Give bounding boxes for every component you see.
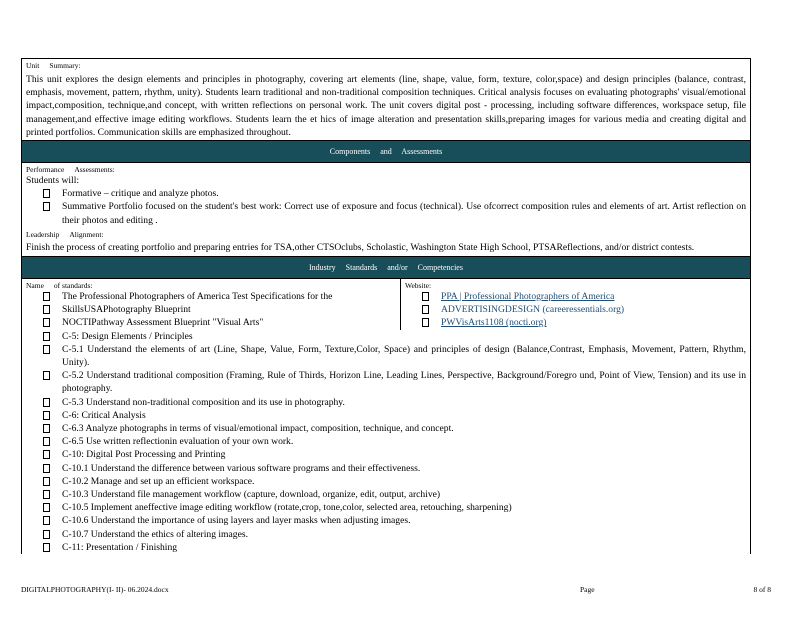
components-header: Components and Assessments [22, 140, 750, 163]
performance-label-a: Performance [26, 165, 65, 175]
bullet-box-icon [43, 187, 50, 200]
standards-websites-column [401, 279, 750, 330]
website-item [401, 316, 750, 329]
bullet-box-icon [43, 528, 50, 541]
performance-item [22, 200, 750, 226]
competency-text: C-10.3 Understand file management workflow (capture, download, organize, edit, output, archive) [62, 489, 441, 501]
bullet-box-icon [43, 303, 50, 316]
competency-item [22, 448, 750, 461]
leadership-label [22, 227, 750, 239]
bullet-box-icon [43, 316, 50, 329]
advertising-design-website-link[interactable]: ADVERTISINGDESIGN (careeressentials.org) [441, 304, 625, 316]
performance-label [22, 163, 750, 174]
competency-item [22, 343, 750, 369]
competency-item [22, 475, 750, 488]
competency-item [22, 514, 750, 527]
unit-summary-label-a: Unit [26, 61, 40, 70]
competency-text: C-5.1 Understand the elements of art (Line, Shape, Value, Form, Texture,Color, Space) and principles of design (Balance,Contrast, Emphasis, Movement, Pattern, Rhythm, Unity). [62, 343, 746, 369]
competency-item [22, 330, 750, 343]
competency-text: C-11: Presentation / Finishing [62, 541, 178, 553]
competency-item [22, 422, 750, 435]
bullet-box-icon [43, 290, 50, 303]
footer-page-number: 8 of 8 [753, 585, 771, 594]
bullet-box-icon [43, 488, 50, 501]
name-label-a: Name [26, 281, 44, 291]
competency-text: C-5.2 Understand traditional composition (Framing, Rule of Thirds, Horizon Line, Leading Lines, Perspective, Background/Foregro und, Point of View, Tension) and its use in photography. [62, 370, 746, 395]
competency-text: C-10: Digital Post Processing and Printing [62, 449, 226, 461]
competency-text: C-5: Design Elements / Principles [62, 330, 193, 342]
bullet-box-icon [43, 462, 50, 475]
performance-item-text: Summative Portfolio focused on the student's best work: Correct use of exposure and focus (technical). Use ofcorrect composition rules and elements of art. Artist reflection on their photos and editing . [62, 201, 746, 226]
standard-name-text: The Professional Photographers of America Test Specifications for the [62, 291, 333, 303]
bullet-box-icon [43, 448, 50, 461]
bullet-box-icon [43, 541, 50, 554]
competency-text: C-10.2 Manage and set up an efficient workspace. [62, 475, 255, 487]
standards-header: Industry Standards and/or Competencies [22, 256, 750, 279]
competency-text: C-10.6 Understand the importance of using layers and layer masks when adjusting images. [62, 515, 411, 527]
bullet-box-icon [43, 396, 50, 409]
competency-item [22, 462, 750, 475]
performance-item-text: Formative – critique and analyze photos. [62, 188, 219, 200]
website-item [401, 290, 750, 303]
nocti-website-link[interactable]: PWVisArts1108 (nocti.org) [441, 317, 547, 329]
bullet-box-icon [43, 422, 50, 435]
bullet-box-icon [43, 475, 50, 488]
unit-summary-text: This unit explores the design elements and principles in photography, covering art elements (line, shape, value, form, texture, color,space) and design principles (balance, contrast, emphasis, movement, pattern, rhythm, unity). Students learn traditional and non-traditional composition techniques. Critical analysis focuses on evaluating photographs' visual/emotional impact,composition, technique,and concept, with written reflections on personal work. The unit covers digital post - processing, including software differences, workspace setup, file management,and effective image editing workflows. Students learn the et hics of image alteration and presentation skills,preparing images for various media and creating digital and printed portfolios. Communication skills are emphasized throughout. [26, 74, 746, 138]
standards-names-column [22, 279, 401, 330]
unit-summary-label-b: Summary: [49, 61, 81, 70]
footer-filename: DIGITALPHOTOGRAPHY(I- II)- 06.2024.docx [21, 585, 169, 594]
competency-item [22, 528, 750, 541]
name-of-standards-label [22, 279, 400, 290]
standard-name-item [22, 303, 400, 316]
competency-item [22, 409, 750, 422]
bullet-box-icon [422, 316, 429, 329]
bullet-box-icon [43, 435, 50, 448]
bullet-box-icon [43, 514, 50, 527]
bullet-box-icon [422, 303, 429, 316]
competency-item [22, 541, 750, 554]
competency-text: C-6: Critical Analysis [62, 409, 146, 421]
competency-text: C-5.3 Understand non-traditional composition and its use in photography. [62, 396, 345, 408]
bullet-box-icon [43, 200, 50, 213]
competency-text: C-6.3 Analyze photographs in terms of visual/emotional impact, composition, technique, and concept. [62, 423, 454, 435]
name-label-b: of standards: [53, 281, 93, 291]
leadership-text: Finish the process of creating portfolio and preparing entries for TSA,other CTSOclubs, Scholastic, Washington State High School, PTSAReflections, and/or district contests. [26, 241, 695, 253]
standard-name-text: NOCTIPathway Assessment Blueprint "Visual Arts" [62, 317, 264, 329]
competency-text: C-10.7 Understand the ethics of altering images. [62, 528, 248, 540]
competency-text: C-10.1 Understand the difference between various software programs and their effectiveness. [62, 462, 421, 474]
competencies-list [22, 330, 750, 554]
bullet-box-icon [43, 409, 50, 422]
competency-text: C-10.5 Implement aneffective image editing workflow (rotate,crop, tone,color, selected area, retouching, sharpening) [62, 502, 512, 514]
bullet-box-icon [422, 290, 429, 303]
bullet-box-icon [43, 501, 50, 514]
standards-row [22, 279, 750, 330]
bullet-box-icon [43, 343, 50, 356]
curriculum-table [21, 58, 751, 554]
leadership-label-a: Leadership [26, 229, 60, 239]
competency-item [22, 488, 750, 501]
competency-text: C-6.5 Use written reflectionin evaluation of your own work. [62, 436, 294, 448]
competency-item [22, 396, 750, 409]
standard-name-item [22, 290, 400, 303]
unit-summary-label [22, 59, 750, 70]
bullet-box-icon [43, 369, 50, 382]
website-item [401, 303, 750, 316]
bullet-box-icon [43, 330, 50, 343]
website-label: Website: [405, 281, 432, 291]
competency-item [22, 501, 750, 514]
competency-item [22, 369, 750, 395]
performance-intro: Students will: [26, 175, 80, 187]
standard-name-text: SkillsUSAPhotography Blueprint [62, 304, 191, 316]
competency-item [22, 435, 750, 448]
performance-item [22, 187, 750, 200]
footer-page-label: Page [580, 585, 595, 594]
leadership-label-b: Alignment: [69, 229, 104, 239]
standard-name-item [22, 316, 400, 329]
ppa-website-link[interactable]: PPA | Professional Photographers of America [441, 291, 615, 303]
performance-label-b: Assessments: [74, 165, 115, 175]
